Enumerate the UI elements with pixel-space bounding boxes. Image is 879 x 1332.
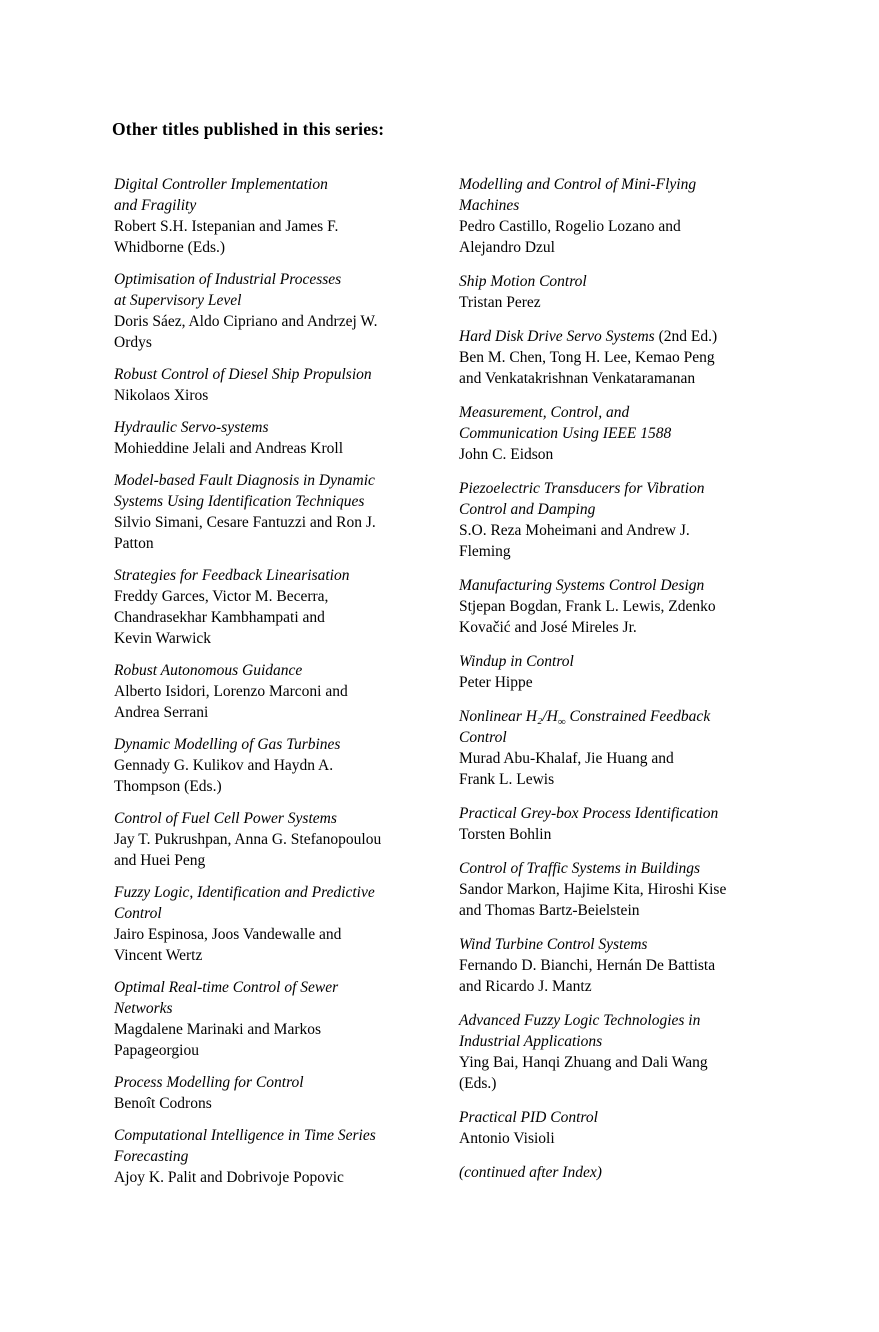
book-authors-line: Fernando D. Bianchi, Hernán De Battista [459,957,716,974]
page-title: Other titles published in this series: [112,119,385,139]
book-authors-line: Robert S.H. Istepanian and James F. [114,218,339,235]
book-authors-line: and Thomas Bartz-Beielstein [459,902,640,919]
book-authors-line: Benoît Codrons [114,1095,212,1112]
book-authors-line: Freddy Garces, Victor M. Becerra, [114,588,329,605]
book-title-line: Forecasting [114,1148,189,1165]
book-title-line: Process Modelling for Control [114,1074,304,1091]
book-authors-line: Antonio Visioli [459,1130,555,1147]
continued-note: (continued after Index) [459,1164,602,1181]
book-title-line: Advanced Fuzzy Logic Technologies in [459,1012,701,1029]
book-authors-line: Andrea Serrani [114,704,209,721]
series-entry [114,882,459,966]
series-entry [114,269,459,353]
book-title-line: Wind Turbine Control Systems [459,936,648,953]
series-entry [459,706,804,790]
title-edition-suffix: (2nd Ed.) [654,328,718,345]
book-title-line: Measurement, Control, and [459,404,630,421]
series-entry [459,478,804,562]
book-authors-line: Mohieddine Jelali and Andreas Kroll [114,440,344,457]
book-authors-line: Murad Abu-Khalaf, Jie Huang and [459,750,674,767]
book-authors-line: Ajoy K. Palit and Dobrivoje Popovic [114,1169,344,1186]
book-title-line: Control [459,729,507,746]
book-authors-line: Ben M. Chen, Tong H. Lee, Kemao Peng [459,349,715,366]
book-authors-line: Peter Hippe [459,674,533,691]
book-title-line: Hard Disk Drive Servo Systems (2nd Ed.) [459,328,718,345]
book-title-line: Networks [114,1000,173,1017]
book-title-line: Systems Using Identification Techniques [114,493,365,510]
book-authors-line: Jairo Espinosa, Joos Vandewalle and [114,926,342,943]
series-entry [459,803,804,845]
book-authors-line: Chandrasekhar Kambhampati and [114,609,325,626]
book-authors-line: Fleming [459,543,511,560]
series-entry [459,174,804,258]
series-entry [459,326,804,389]
series-column-left [114,174,459,1199]
series-entry [114,417,459,459]
series-entry [114,977,459,1061]
book-title-line: Fuzzy Logic, Identification and Predictive [114,884,375,901]
book-title-line: at Supervisory Level [114,292,242,309]
book-authors-line: and Venkatakrishnan Venkataramanan [459,370,696,387]
series-entry [459,402,804,465]
series-entry [459,651,804,693]
book-title-line: Practical PID Control [459,1109,598,1126]
book-title-line: Machines [459,197,520,214]
book-authors-line: Alejandro Dzul [459,239,555,256]
book-title-line: Optimal Real-time Control of Sewer [114,979,339,996]
series-entry [114,174,459,258]
series-entry [459,271,804,313]
book-authors-line: Doris Sáez, Aldo Cipriano and Andrzej W. [114,313,378,330]
book-title-line: Strategies for Feedback Linearisation [114,567,350,584]
book-authors-line: and Ricardo J. Mantz [459,978,592,995]
book-title-line: Control of Traffic Systems in Buildings [459,860,700,877]
book-authors-line: Whidborne (Eds.) [114,239,226,256]
book-title-line: Model-based Fault Diagnosis in Dynamic [114,472,375,489]
book-authors-line: Vincent Wertz [114,947,203,964]
book-authors-line: Tristan Perez [459,294,541,311]
series-entry [459,575,804,638]
book-title-line: and Fragility [114,197,197,214]
book-title-line: Dynamic Modelling of Gas Turbines [114,736,341,753]
book-authors-line: Patton [114,535,154,552]
book-title-line: Control of Fuel Cell Power Systems [114,810,337,827]
book-authors-line: Alberto Isidori, Lorenzo Marconi and [114,683,348,700]
book-title-line: Nonlinear $H_2/H_\infty$ Constrained Feedback [459,708,711,729]
series-entry [114,470,459,554]
book-authors-line: Frank L. Lewis [459,771,555,788]
book-title-line: Optimisation of Industrial Processes [114,271,342,288]
book-title-line: Robust Autonomous Guidance [114,662,303,679]
book-title-line: Manufacturing Systems Control Design [459,577,705,594]
series-entry [114,1072,459,1114]
book-authors-line: Torsten Bohlin [459,826,552,843]
book-title-line: Industrial Applications [459,1033,603,1050]
book-title-line: Control [114,905,162,922]
series-entry [459,934,804,997]
book-authors-line: Ordys [114,334,152,351]
book-authors-line: Jay T. Pukrushpan, Anna G. Stefanopoulou [114,831,382,848]
book-authors-line: Sandor Markon, Hajime Kita, Hiroshi Kise [459,881,727,898]
book-title-line: Practical Grey-box Process Identification [459,805,719,822]
book-authors-line: S.O. Reza Moheimani and Andrew J. [459,522,690,539]
book-authors-line: Papageorgiou [114,1042,199,1059]
infinity-subscript: ∞ [557,716,566,729]
series-entry [459,1107,804,1149]
book-title-line: Windup in Control [459,653,574,670]
book-title-line: Computational Intelligence in Time Series [114,1127,376,1144]
book-authors-line: John C. Eidson [459,446,554,463]
book-authors-line: Kovačić and José Mireles Jr. [459,619,637,636]
book-title-line: Hydraulic Servo-systems [114,419,269,436]
book-authors-line: Stjepan Bogdan, Frank L. Lewis, Zdenko [459,598,716,615]
series-entry [114,565,459,649]
book-authors-line: (Eds.) [459,1075,497,1092]
book-authors-line: Gennady G. Kulikov and Haydn A. [114,757,334,774]
series-entry [114,808,459,871]
book-title-line: Ship Motion Control [459,273,587,290]
book-authors-line: Kevin Warwick [114,630,212,647]
book-title-line: Robust Control of Diesel Ship Propulsion [114,366,372,383]
book-authors-line: Pedro Castillo, Rogelio Lozano and [459,218,681,235]
book-authors-line: Magdalene Marinaki and Markos [114,1021,322,1038]
book-authors-line: Thompson (Eds.) [114,778,222,795]
book-title-line: Modelling and Control of Mini-Flying [459,176,697,193]
book-authors-line: Nikolaos Xiros [114,387,209,404]
book-authors-line: Ying Bai, Hanqi Zhuang and Dali Wang [459,1054,708,1071]
series-entry [114,734,459,797]
book-title-line: Control and Damping [459,501,596,518]
series-entry [459,858,804,921]
book-authors-line: Silvio Simani, Cesare Fantuzzi and Ron J. [114,514,376,531]
series-entry [114,364,459,406]
series-entry [459,1010,804,1094]
series-column-right [459,174,804,1183]
series-entry [114,1125,459,1188]
book-authors-line: and Huei Peng [114,852,206,869]
series-entry [114,660,459,723]
book-title-line: Communication Using IEEE 1588 [459,425,672,442]
book-title-line: Digital Controller Implementation [114,176,328,193]
book-title-line: Piezoelectric Transducers for Vibration [459,480,705,497]
